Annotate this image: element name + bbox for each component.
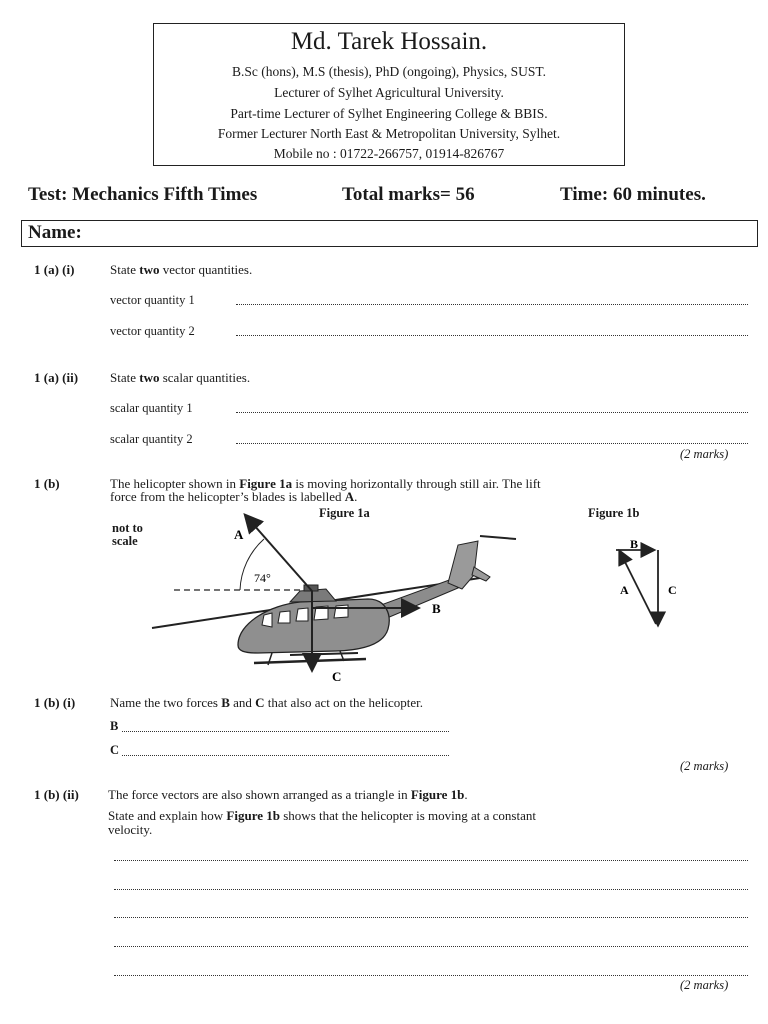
answer-label-b: B: [110, 719, 119, 733]
header-box: [153, 23, 625, 166]
figure-1b-caption: Figure 1b: [588, 506, 640, 520]
question-number: 1 (a) (i): [34, 262, 75, 277]
author-parttime: Part-time Lecturer of Sylhet Engineering College & BBIS.: [230, 106, 548, 121]
time-limit: Time: 60 minutes.: [560, 184, 706, 205]
question-text-line3: velocity.: [108, 822, 153, 837]
question-number: 1 (b) (ii): [34, 787, 79, 802]
helicopter-figure: [140, 505, 540, 690]
answer-line-b[interactable]: [122, 731, 449, 732]
not-to-scale-label-1: not to: [112, 521, 143, 535]
answer-line[interactable]: [236, 412, 748, 413]
question-text-line2: State and explain how Figure 1b shows that the helicopter is moving at a constant: [108, 808, 536, 823]
marks-label: (2 marks): [680, 447, 729, 461]
total-marks: Total marks= 56: [342, 184, 475, 205]
marks-label: (2 marks): [680, 978, 729, 992]
force-b-label: B: [432, 601, 441, 616]
name-label: Name:: [28, 222, 82, 243]
force-triangle-figure: [598, 538, 698, 636]
question-text: State two vector quantities.: [110, 262, 253, 277]
answer-line[interactable]: [114, 975, 748, 976]
landing-skid: [254, 659, 366, 663]
question-text-line2: force from the helicopter’s blades is labelled A.: [110, 489, 358, 504]
name-field[interactable]: [21, 220, 758, 247]
answer-label: scalar quantity 2: [110, 432, 193, 446]
force-c-label: C: [332, 669, 342, 684]
question-text-line1: The helicopter shown in Figure 1a is moving horizontally through still air. The lift: [110, 476, 541, 491]
question-text: State two scalar quantities.: [110, 370, 251, 385]
answer-line-c[interactable]: [122, 755, 449, 756]
author-degrees: B.Sc (hons), M.S (thesis), PhD (ongoing), Physics, SUST.: [231, 64, 547, 79]
author-mobile: Mobile no : 01722-266757, 01914-826767: [273, 146, 505, 161]
author-former: Former Lecturer North East & Metropolitan University, Sylhet.: [217, 126, 561, 141]
answer-line[interactable]: [114, 889, 748, 890]
answer-line[interactable]: [114, 860, 748, 861]
answer-label-c: C: [110, 743, 120, 757]
question-text: Name the two forces B and C that also act on the helicopter.: [110, 695, 424, 710]
question-number: 1 (b): [34, 476, 60, 491]
figure-1a-caption: Figure 1a: [319, 506, 370, 520]
not-to-scale-label-2: scale: [112, 534, 138, 548]
answer-label: vector quantity 2: [110, 324, 195, 338]
marks-label: (2 marks): [680, 759, 729, 773]
answer-line[interactable]: [236, 335, 748, 336]
force-a-label: A: [234, 527, 244, 542]
answer-label: scalar quantity 1: [110, 401, 193, 415]
author-position: Lecturer of Sylhet Agricultural University.: [274, 85, 504, 100]
angle-label: 74°: [254, 571, 271, 585]
question-number: 1 (a) (ii): [34, 370, 79, 385]
author-name: Md. Tarek Hossain.: [290, 28, 488, 55]
test-title: Test: Mechanics Fifth Times: [28, 184, 258, 205]
answer-line[interactable]: [236, 304, 748, 305]
answer-line[interactable]: [114, 917, 748, 918]
question-text-line1: The force vectors are also shown arranged as a triangle in Figure 1b.: [108, 787, 468, 802]
answer-line[interactable]: [114, 946, 748, 947]
answer-line[interactable]: [236, 443, 748, 444]
triangle-label-a: A: [620, 583, 629, 597]
question-number: 1 (b) (i): [34, 695, 76, 710]
triangle-label-b: B: [630, 538, 639, 551]
answer-label: vector quantity 1: [110, 293, 195, 307]
triangle-label-c: C: [668, 583, 677, 597]
